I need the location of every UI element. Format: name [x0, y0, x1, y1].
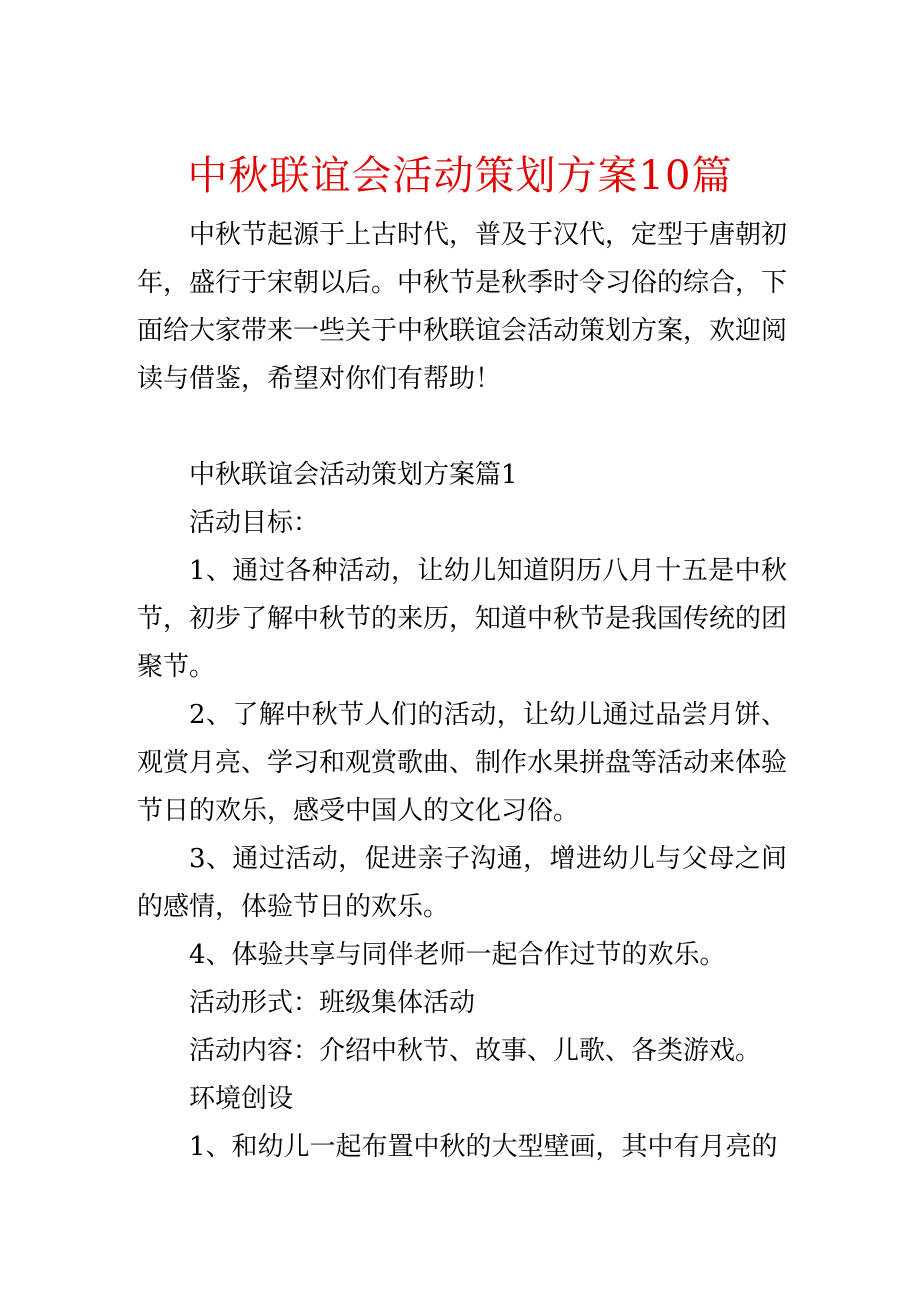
document-body [137, 211, 787, 1171]
body-paragraph: 2、了解中秋节人们的活动，让幼儿通过品尝月饼、观赏月亮、学习和观赏歌曲、制作水果拼盘等活动来体验节日的欢乐，感受中国人的文化习俗。 [137, 700, 788, 826]
body-paragraph: 活动形式：班级集体活动 [189, 988, 476, 1018]
body-paragraph: 活动内容：介绍中秋节、故事、儿歌、各类游戏。 [189, 1036, 762, 1066]
body-paragraph: 1、通过各种活动，让幼儿知道阴历八月十五是中秋节，初步了解中秋节的来历，知道中秋节是我国传统的团聚节。 [137, 556, 788, 682]
body-paragraph: 4、体验共享与同伴老师一起合作过节的欢乐。 [189, 940, 726, 970]
body-paragraph: 活动目标： [189, 508, 320, 538]
body-paragraph: 3、通过活动，促进亲子沟通，增进幼儿与父母之间的感情，体验节日的欢乐。 [137, 844, 787, 922]
section-heading: 中秋联谊会活动策划方案篇1 [189, 460, 518, 490]
paragraph-spacer [137, 403, 787, 451]
body-paragraph: 1、和幼儿一起布置中秋的大型壁画，其中有月亮的 [189, 1132, 778, 1162]
intro-paragraph: 中秋节起源于上古时代，普及于汉代，定型于唐朝初年，盛行于宋朝以后。中秋节是秋季时令习俗的综合，下面给大家带来一些关于中秋联谊会活动策划方案，欢迎阅读与借鉴，希望对你们有帮助！ [137, 220, 788, 394]
document-title: 中秋联谊会活动策划方案10篇 [187, 153, 733, 199]
body-paragraph: 环境创设 [189, 1084, 294, 1114]
